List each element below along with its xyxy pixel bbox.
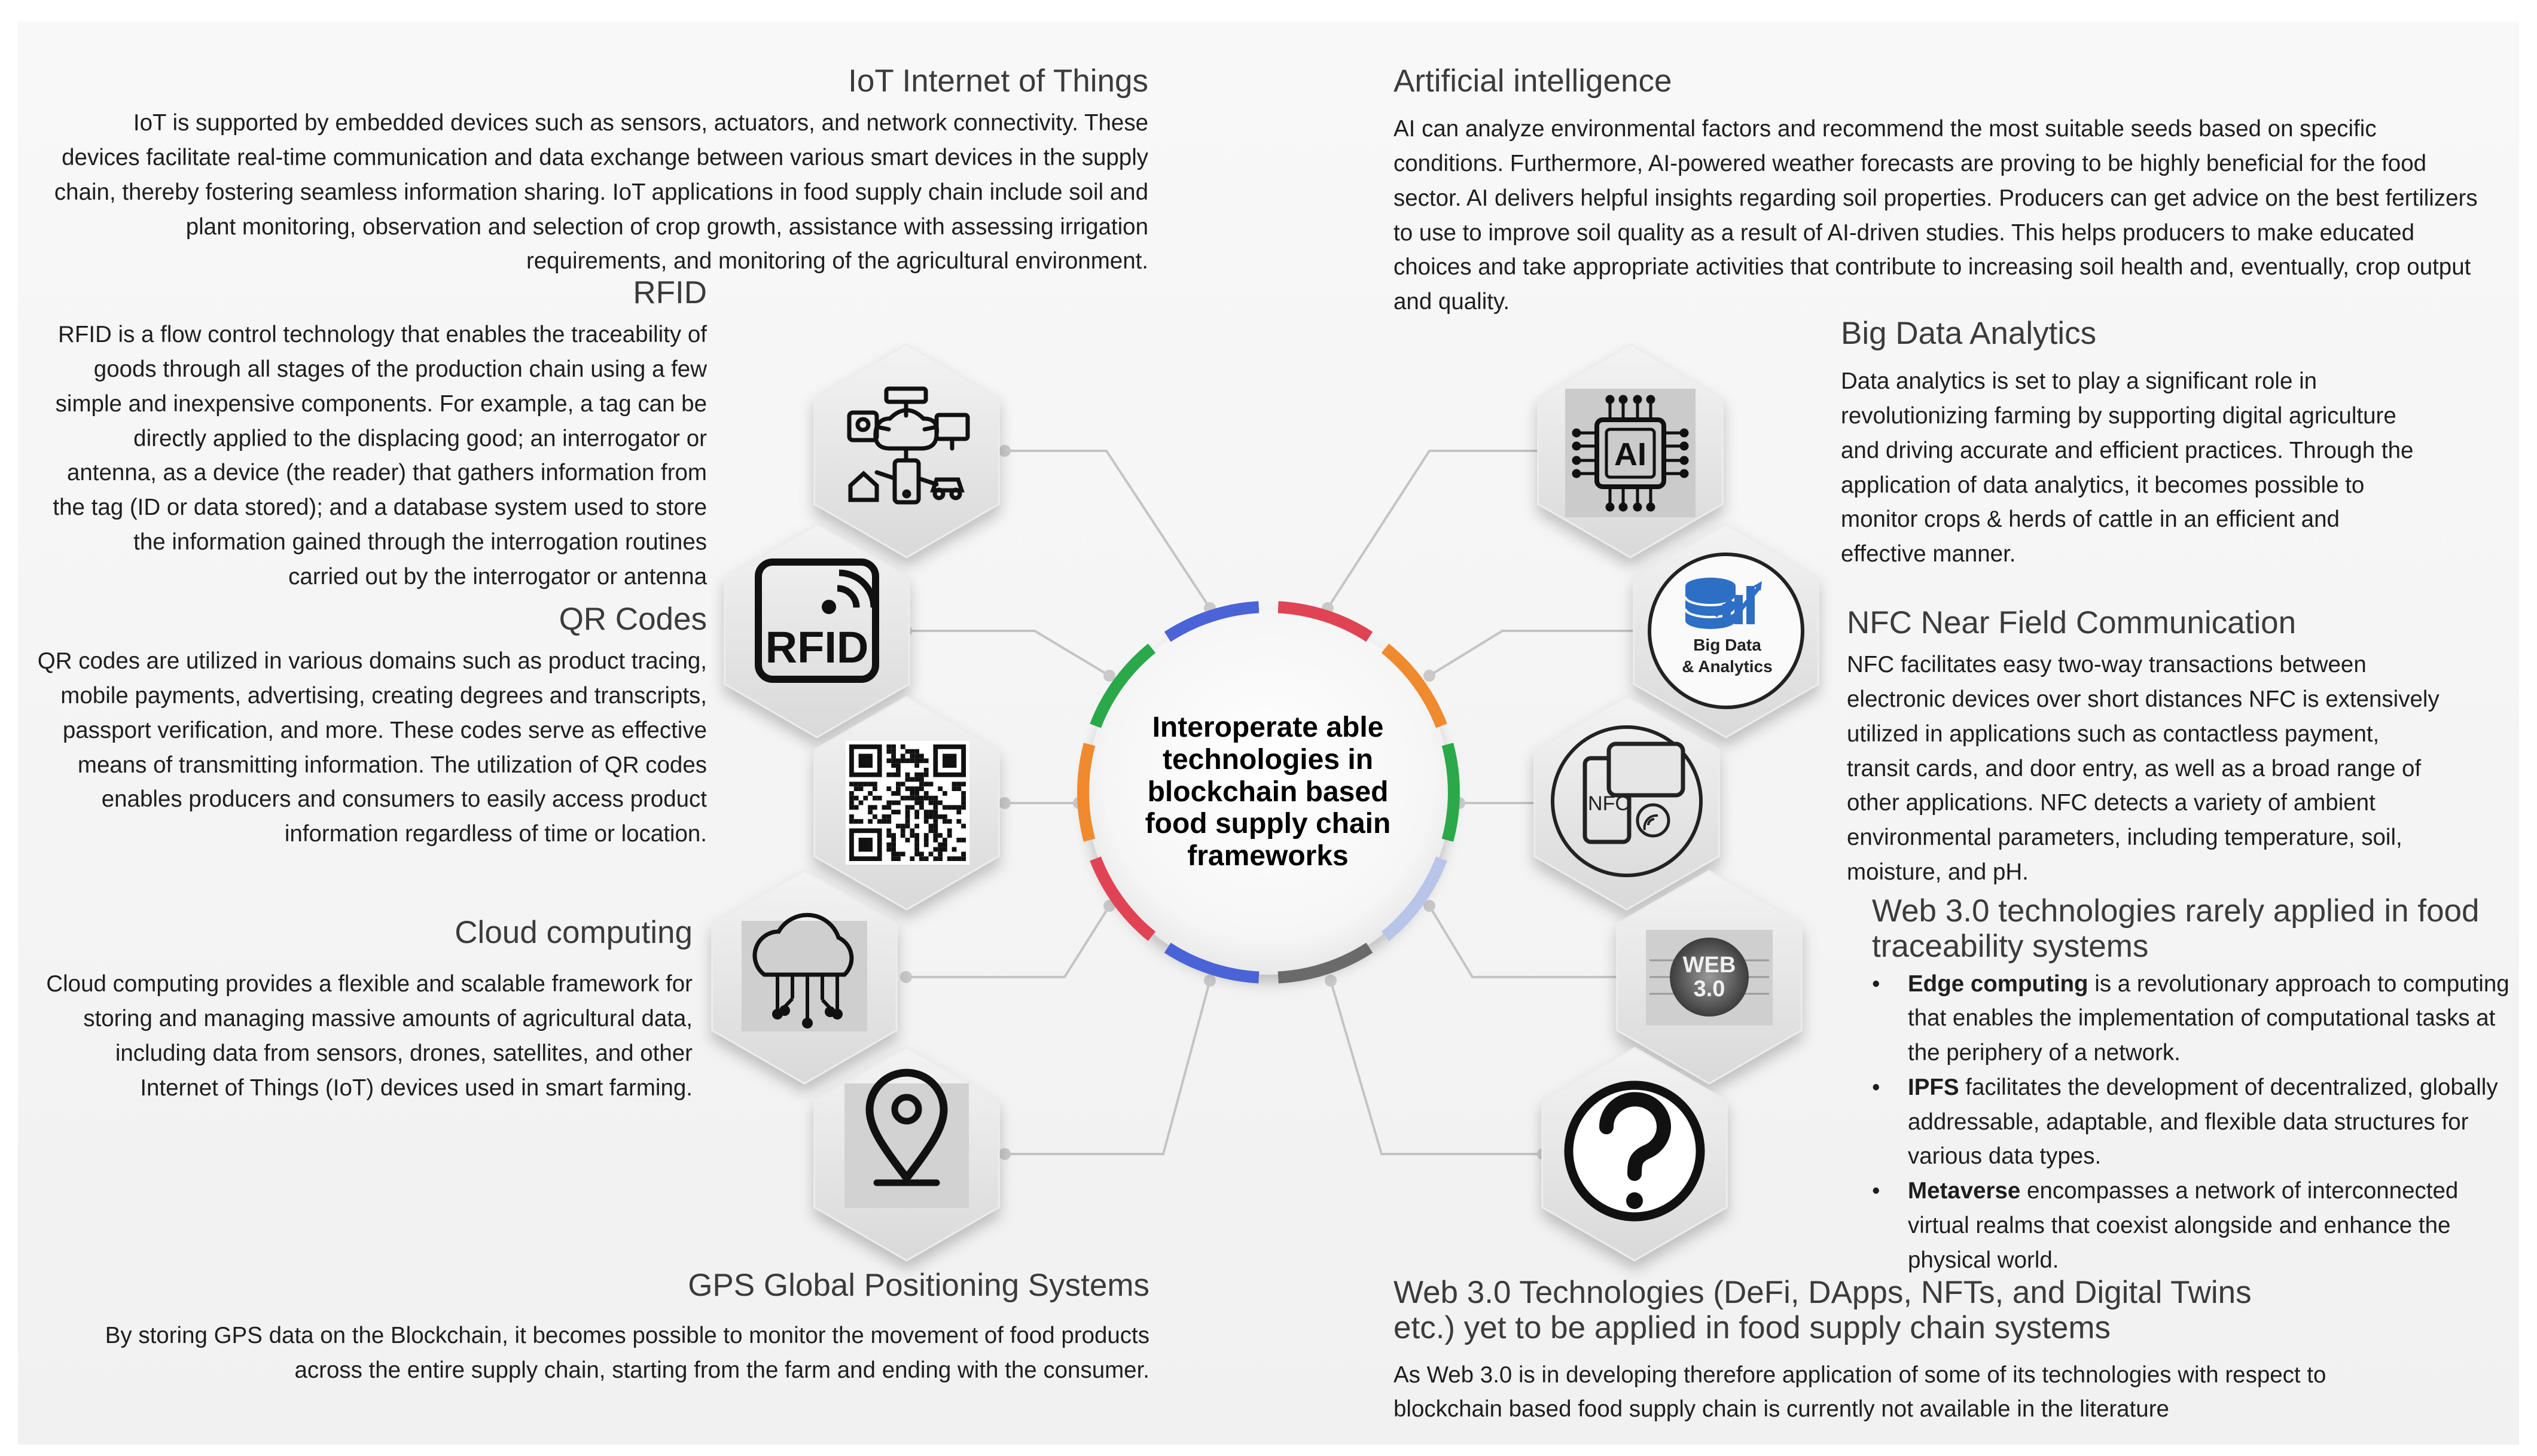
nfc-title: NFC Near Field Communication	[1847, 605, 2297, 640]
connector-question	[1331, 981, 1543, 1154]
question-mark-icon	[1569, 1085, 1700, 1217]
ring-segment	[1083, 744, 1090, 840]
web3-section	[1872, 893, 2524, 1277]
center-title-line: frameworks	[1187, 840, 1349, 872]
center-title	[1124, 712, 1411, 872]
connector-gps	[1005, 981, 1210, 1154]
cloud-section	[18, 915, 693, 1105]
list-item: • Edge computing is a revolutionary approach to computing that enables the implementation of computational tasks at the periphery of a network.	[1872, 967, 2524, 1070]
cloud-title: Cloud computing	[455, 915, 693, 950]
iot-title: IoT Internet of Things	[848, 63, 1148, 99]
svg-text:& Analytics: & Analytics	[1682, 657, 1773, 676]
gps-section	[18, 1268, 1149, 1388]
svg-text:RFID: RFID	[765, 622, 869, 672]
gps-title: GPS Global Positioning Systems	[688, 1268, 1149, 1303]
center-title-line: food supply chain	[1145, 808, 1391, 840]
qr-title: QR Codes	[559, 602, 707, 637]
ai-section	[1393, 63, 2518, 319]
center-title-line: technologies in	[1162, 743, 1374, 776]
list-item: • Metaverse encompasses a network of interconnected virtual realms that coexist alongside and enhance the physical world.	[1872, 1174, 2524, 1277]
bigdata-section	[1841, 316, 2511, 572]
location-pin-icon	[844, 1073, 969, 1208]
center-title-line: blockchain based	[1147, 776, 1389, 808]
iot-body: IoT is supported by embedded devices such as sensors, actuators, and network connectivity. These devices facilitate real-time communication and data exchange between various smart devices in the supply chain, thereby fostering seamless information sharing. IoT applications in food supply chain include soil and plant monitoring, observation and selection of crop growth, assistance with assessing irrigation requirements, and monitoring of the agricultural environment.	[54, 110, 1148, 274]
web3-bullet-list	[1872, 967, 2524, 1278]
bigdata-title: Big Data Analytics	[1841, 316, 2097, 351]
nfc-body: NFC facilitates easy two-way transactions between electronic devices over short distances NFC is extensively utilized in applications such as contactless payment, transit cards, and door entry, as well as a broad range of other applications. NFC detects a variety of ambient environmental parameters, including temperature, soil, moisture, and pH.	[1847, 652, 2440, 885]
list-item: • IPFS facilitates the development of decentralized, globally addressable, adaptable, and flexible data structures for various data types.	[1872, 1070, 2524, 1174]
nfc-section	[1847, 605, 2511, 890]
rfid-body: RFID is a flow control technology that enables the traceability of goods through all stages of the production chain using a few simple and inexpensive components. For example, a tag can be directly applied to the displacing good; an interrogator or antenna, as a device (the reader) that gathers information from the tag (ID or data stored); and a database system used to store the information gained through the interrogation routines carried out by the interrogator or antenna	[53, 322, 707, 590]
svg-text:AI: AI	[1614, 437, 1646, 472]
bigdata-body: Data analytics is set to play a significant role in revolutionizing farming by supporting digital agriculture and driving accurate and efficient practices. Through the application of data analytics, it becomes possible to monitor crops & herds of cattle in an efficient and effective manner.	[1841, 368, 2414, 567]
web3-future-section	[1393, 1275, 2506, 1427]
connector-cloud	[906, 906, 1109, 977]
web3-future-body: As Web 3.0 is in developing therefore application of some of its technologies with respect to blockchain based food supply chain is currently not available in the literature	[1393, 1362, 2326, 1423]
center-title-line: Interoperate able	[1152, 712, 1384, 743]
gps-body: By storing GPS data on the Blockchain, it becomes possible to monitor the movement of food products across the entire supply chain, starting from the farm and ending with the consumer.	[105, 1323, 1149, 1384]
ai-body: AI can analyze environmental factors and recommend the most suitable seeds based on specific conditions. Furthermore, AI-powered weather forecasts are proving to be highly beneficial for the food sector. AI delivers helpful insights regarding soil properties. Producers can get advice on the best fertilizers to use to improve soil quality as a result of AI-driven studies. This helps producers to make educated choices and take appropriate activities that contribute to increasing soil health and, eventually, crop output and quality.	[1393, 116, 2478, 315]
qr-code-icon	[846, 741, 969, 865]
ring-segment	[1447, 744, 1454, 840]
web3-title: Web 3.0 technologies rarely applied in food traceability systems	[1872, 893, 2480, 964]
ai-title: Artificial intelligence	[1393, 63, 1672, 99]
connector-rfid	[906, 631, 1109, 676]
big-data-analytics-icon	[1649, 554, 1803, 707]
qr-section	[18, 602, 707, 851]
connector-iot	[1005, 451, 1210, 608]
web3-future-title: Web 3.0 Technologies (DeFi, DApps, NFTs, and Digital Twins etc.) yet to be applied in food supply chain systems	[1393, 1275, 2252, 1346]
svg-text:Big Data: Big Data	[1693, 636, 1761, 654]
connector-bigdata	[1429, 631, 1642, 676]
rfid-title: RFID	[633, 275, 707, 310]
cloud-body: Cloud computing provides a flexible and scalable framework for storing and managing massive amounts of agricultural data, including data from sensors, drones, satellites, and other Internet of Things (IoT) devices used in smart farming.	[46, 971, 693, 1101]
web3-icon	[1646, 930, 1773, 1025]
svg-text:WEB: WEB	[1682, 953, 1736, 978]
connector-ai	[1328, 451, 1543, 608]
ai-chip-icon	[1565, 389, 1696, 517]
rfid-section	[18, 275, 707, 594]
iot-section	[18, 63, 1148, 279]
qr-body: QR codes are utilized in various domains such as product tracing, mobile payments, advertising, creating degrees and transcripts, passport verification, and more. These codes serve as effective means of transmitting information. The utilization of QR codes enables producers and consumers to easily access product information regardless of time or location.	[37, 648, 707, 847]
connector-web3	[1429, 906, 1642, 977]
svg-text:NFC: NFC	[1588, 792, 1630, 815]
svg-text:3.0: 3.0	[1693, 976, 1725, 1002]
cloud-icon	[742, 915, 867, 1031]
